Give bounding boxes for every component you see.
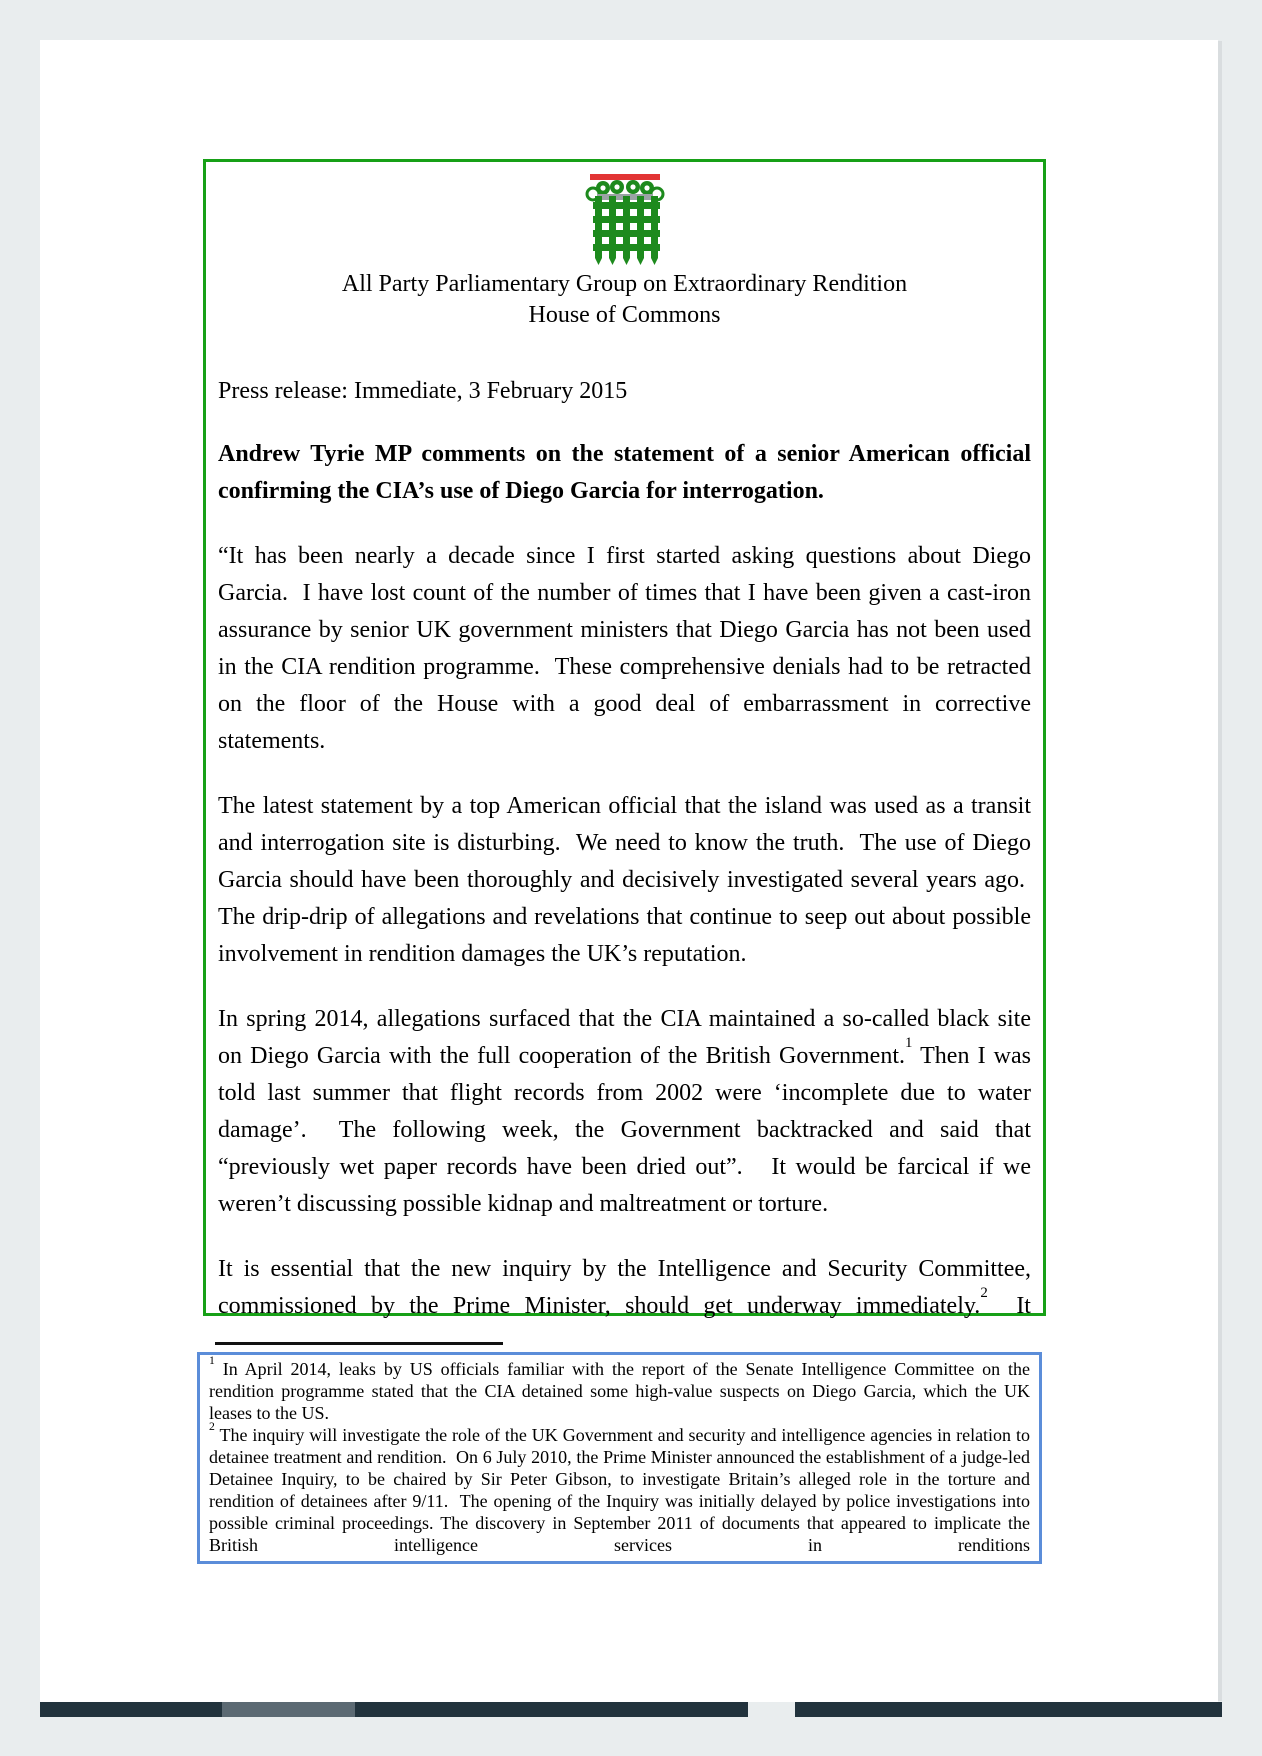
title-line-1: All Party Parliamentary Group on Extraordinary Rendition xyxy=(341,271,908,297)
house-of-commons-logo xyxy=(583,172,667,266)
paragraph-text: “It has been nearly a decade since I first started asking questions about Diego Garcia. I have lost count of the number of times that I have been given a cast-iron assurance by senior UK government ministers that Diego Garcia has not been used in the CIA rendition programme. These comprehensive denials had to be retracted on the floor of the House with a good deal of embarrassment in corrective statements. xyxy=(218,543,1031,754)
body-paragraph-3 xyxy=(218,1001,1031,1223)
paragraph-text: In spring 2014, allegations surfaced that the CIA maintained a so-called black site on Diego Garcia with the full cooperation of the British Government. xyxy=(218,1006,1031,1069)
footnote-reference-2: 2 xyxy=(980,1285,988,1302)
paragraph-text: The latest statement by a top American official that the island was used as a transit and interrogation site is disturbing. We need to know the truth. The use of Diego Garcia should have been thoroughly and decisively investigated several years ago. The drip-drip of allegations and revelations that continue to seep out about possible involvement in rendition damages the UK’s reputation. xyxy=(218,793,1031,967)
press-release-heading: Andrew Tyrie MP comments on the statement of a senior American official confirming the CIA’s use of Diego Garcia for interrogation. xyxy=(218,441,1031,504)
body-paragraph-1 xyxy=(218,538,1031,760)
footnotes-bordered-box xyxy=(197,1352,1042,1564)
horizontal-scrollbar-track-left[interactable] xyxy=(40,1702,748,1717)
press-release-bordered-box xyxy=(203,159,1046,1319)
horizontal-scrollbar-track-right[interactable] xyxy=(795,1702,1222,1717)
body-paragraph-4 xyxy=(218,1251,1031,1325)
horizontal-scrollbar-thumb[interactable] xyxy=(222,1702,355,1717)
footnote-separator-rule xyxy=(215,1342,503,1345)
footnote-1-marker: 1 xyxy=(209,1353,215,1367)
footnote-1 xyxy=(209,1353,1030,1424)
press-release-dateline: Press release: Immediate, 3 February 2015 xyxy=(218,378,628,404)
document-title xyxy=(218,269,1031,331)
paragraph-text: Then I was told last summer that flight records from 2002 were ‘incomplete due to water damage’. The following week, the Government backtracked and said that “previously wet paper records have been dried out”. It would be farcical if we weren’t discussing possible kidnap and maltreatment or torture. xyxy=(218,1043,1032,1217)
title-line-2: House of Commons xyxy=(528,302,721,328)
footnote-2-text: The inquiry will investigate the role of the UK Government and security and intelligence agencies in relation to detainee treatment and rendition. On 6 July 2010, the Prime Minister announced the establishment of a judge-led Detainee Inquiry, to be chaired by Sir Peter Gibson, to investigate Britain’s alleged role in the torture and rendition of detainees after 9/11. The opening of the Inquiry was initially delayed by police investigations into possible criminal proceedings. The discovery in September 2011 of documents that appeared to implicate the British intelligence services in renditions xyxy=(209,1425,1030,1555)
paragraph-text: It is essential that the new inquiry by the Intelligence and Security Committee, commissioned by the Prime Minister, should get underway immediately. xyxy=(218,1256,1031,1319)
portcullis-icon xyxy=(583,172,667,266)
paragraph-text: It xyxy=(987,1293,1031,1319)
footnote-2 xyxy=(209,1419,1030,1556)
body-paragraph-2 xyxy=(218,788,1031,973)
document-page xyxy=(40,40,1218,1702)
footnote-1-text: In April 2014, leaks by US officials familiar with the report of the Senate Intelligence Committee on the rendition programme stated that the CIA detained some high-value suspects on Diego Garcia, which the UK leases to the US. xyxy=(209,1359,1030,1423)
footnote-reference-1: 1 xyxy=(905,1035,913,1052)
footnote-2-marker: 2 xyxy=(209,1419,215,1433)
